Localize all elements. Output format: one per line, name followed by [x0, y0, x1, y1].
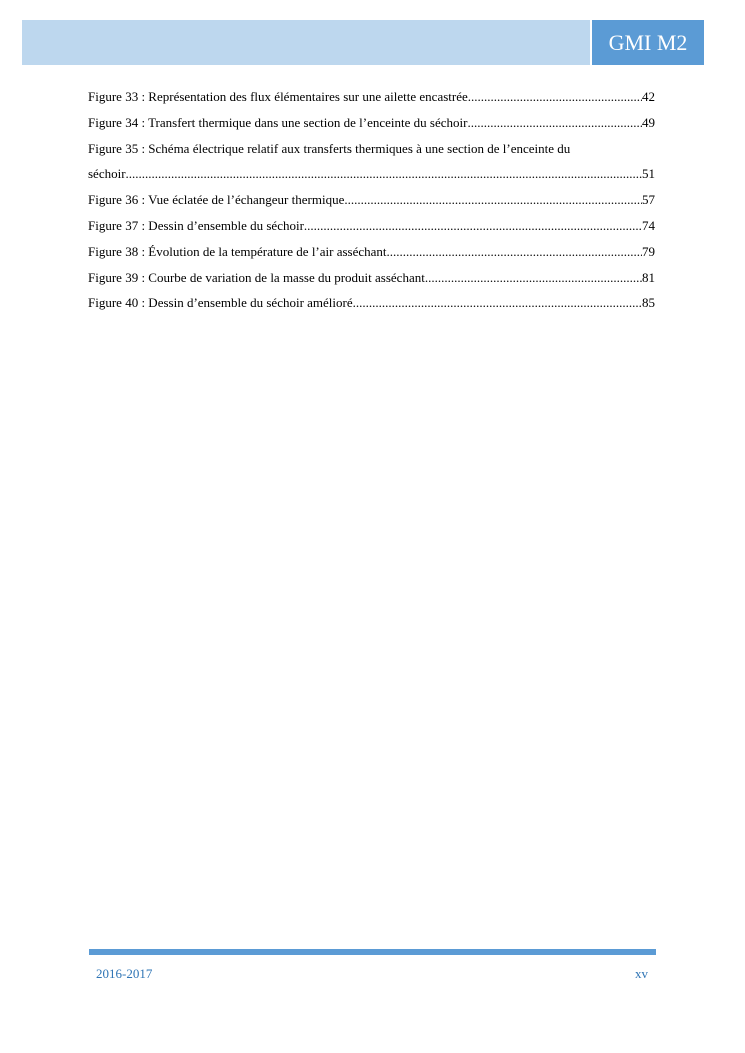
toc-entry-page: 79	[642, 243, 655, 259]
toc-entry-page: 57	[642, 192, 655, 208]
toc-leader-dots	[304, 216, 642, 236]
toc-entry-page: 49	[642, 114, 655, 130]
header-badge: GMI M2	[592, 20, 704, 65]
toc-entry-page: 51	[642, 166, 655, 182]
toc-entry-page: 42	[642, 89, 655, 104]
toc-entry-page: 85	[642, 295, 655, 311]
toc-entry-figure-35[interactable]	[88, 139, 655, 165]
toc-leader-dots	[468, 87, 642, 107]
toc-entry-label: Figure 37 : Dessin d’ensemble du séchoir	[88, 217, 304, 233]
toc-entry-label: Figure 33 : Représentation des flux élémentaires sur une ailette encastrée	[88, 89, 468, 104]
toc-leader-dots	[126, 164, 642, 184]
toc-leader-dots	[344, 190, 642, 210]
toc-entry-figure-36[interactable]	[88, 190, 655, 216]
toc-entry-figure-39[interactable]	[88, 268, 655, 294]
list-of-figures	[88, 87, 655, 319]
toc-leader-dots	[467, 113, 642, 133]
toc-entry-page: 81	[642, 269, 655, 285]
toc-entry-figure-35-continued[interactable]	[88, 164, 655, 190]
footer-year: 2016-2017	[96, 966, 153, 981]
toc-entry-label: séchoir	[88, 166, 126, 182]
toc-entry-page: 74	[642, 217, 655, 233]
toc-entry-label: Figure 35 : Schéma électrique relatif aux transferts thermiques à une section de l’enceinte du	[88, 140, 571, 156]
toc-entry-label: Figure 36 : Vue éclatée de l’échangeur thermique	[88, 192, 345, 208]
toc-entry-label: Figure 40 : Dessin d’ensemble du séchoir amélioré	[88, 295, 353, 311]
toc-leader-dots	[425, 268, 642, 288]
toc-leader-dots	[353, 293, 642, 313]
toc-entry-figure-34[interactable]	[88, 113, 655, 139]
toc-entry-label: Figure 39 : Courbe de variation de la masse du produit asséchant	[88, 269, 425, 285]
toc-entry-label: Figure 34 : Transfert thermique dans une section de l’enceinte du séchoir	[88, 114, 468, 130]
toc-entry-figure-37[interactable]	[88, 216, 655, 242]
toc-entry-label: Figure 38 : Évolution de la température de l’air asséchant	[88, 243, 387, 259]
toc-entry-figure-40[interactable]	[88, 293, 655, 319]
toc-entry-figure-38[interactable]	[88, 242, 655, 268]
footer-page-number: xv	[635, 966, 648, 981]
header-band	[22, 20, 590, 65]
footer-rule	[89, 949, 656, 955]
toc-leader-dots	[387, 242, 642, 262]
toc-entry-figure-33[interactable]	[88, 87, 655, 113]
